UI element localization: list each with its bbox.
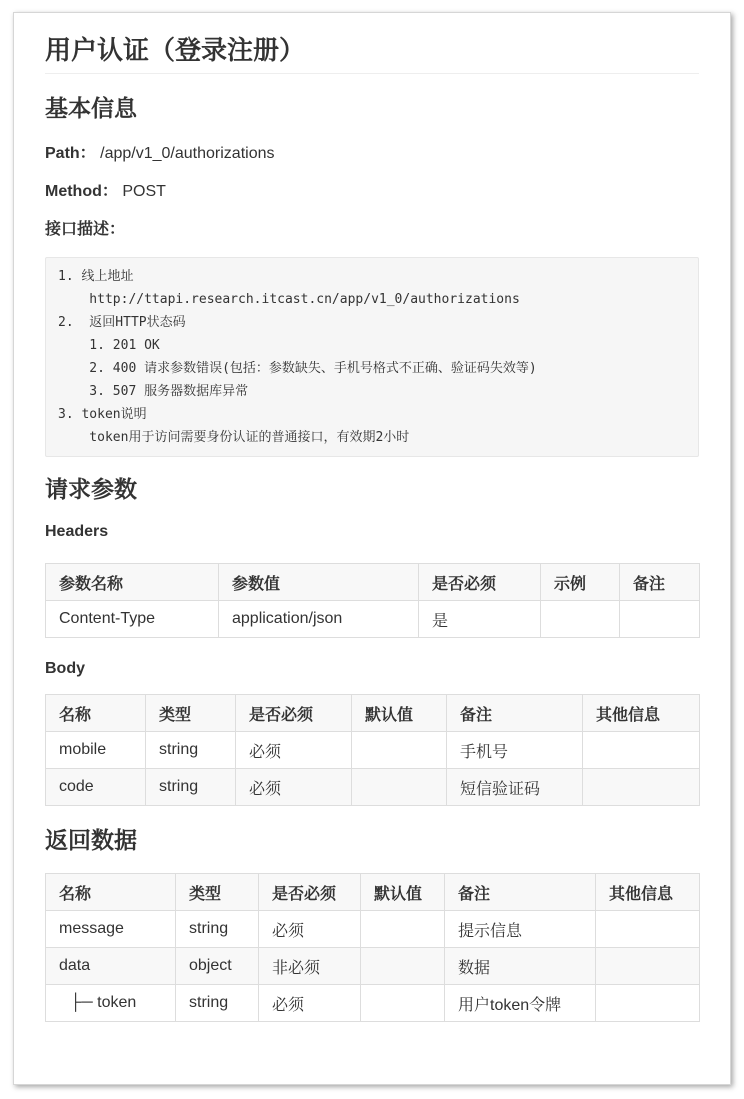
- table-cell: 必须: [236, 769, 352, 806]
- table-cell: 短信验证码: [447, 769, 583, 806]
- section-response-heading: 返回数据: [45, 827, 137, 853]
- table-cell: [361, 985, 445, 1022]
- table-cell: [596, 911, 700, 948]
- path-label: Path：: [45, 145, 96, 162]
- column-header: 类型: [146, 695, 236, 732]
- column-header: 是否必须: [236, 695, 352, 732]
- column-header: 备注: [620, 564, 700, 601]
- table-cell: [541, 601, 620, 638]
- table-cell: [361, 911, 445, 948]
- document-page: [13, 12, 731, 1085]
- code-line: 1. 201 OK: [58, 338, 160, 353]
- code-line: token用于访问需要身份认证的普通接口，有效期2小时: [58, 430, 410, 445]
- document-content: [45, 31, 699, 1022]
- body-table: [45, 694, 700, 806]
- table-row: [46, 769, 700, 806]
- headers-table: [45, 563, 700, 638]
- section-request-heading: 请求参数: [45, 476, 137, 502]
- code-line: 3. token说明: [58, 407, 147, 422]
- path-line: [45, 143, 699, 165]
- table-cell: [596, 948, 700, 985]
- table-header-row: [46, 695, 700, 732]
- column-header: 默认值: [361, 874, 445, 911]
- table-cell: [352, 769, 447, 806]
- code-line: 1. 线上地址: [58, 269, 134, 284]
- column-header: 是否必须: [259, 874, 361, 911]
- table-cell: string: [146, 769, 236, 806]
- column-header: 类型: [176, 874, 259, 911]
- table-row: [46, 985, 700, 1022]
- path-value: /app/v1_0/authorizations: [100, 145, 275, 162]
- table-cell: [583, 732, 700, 769]
- method-value: POST: [122, 183, 166, 200]
- column-header: 参数值: [219, 564, 419, 601]
- table-row: [46, 948, 700, 985]
- column-header: 备注: [447, 695, 583, 732]
- column-header: 其他信息: [583, 695, 700, 732]
- table-cell: 手机号: [447, 732, 583, 769]
- table-row: [46, 601, 700, 638]
- table-cell: [361, 948, 445, 985]
- page-title: 用户认证（登录注册）: [45, 31, 699, 74]
- column-header: 备注: [445, 874, 596, 911]
- table-cell: [596, 985, 700, 1022]
- headers-heading: Headers: [45, 523, 109, 540]
- method-label: Method：: [45, 183, 118, 200]
- table-cell: code: [46, 769, 146, 806]
- table-cell: message: [46, 911, 176, 948]
- code-line: 3. 507 服务器数据库异常: [58, 384, 249, 399]
- description-line: [45, 219, 699, 241]
- table-cell: [583, 769, 700, 806]
- method-line: [45, 181, 699, 203]
- table-cell: 数据: [445, 948, 596, 985]
- table-cell: 必须: [259, 911, 361, 948]
- column-header: 名称: [46, 874, 176, 911]
- column-header: 其他信息: [596, 874, 700, 911]
- table-cell: mobile: [46, 732, 146, 769]
- column-header: 示例: [541, 564, 620, 601]
- column-header: 参数名称: [46, 564, 219, 601]
- table-cell: application/json: [219, 601, 419, 638]
- table-cell: 非必须: [259, 948, 361, 985]
- response-table: [45, 873, 700, 1022]
- table-header-row: [46, 874, 700, 911]
- code-line: 2. 400 请求参数错误(包括：参数缺失、手机号格式不正确、验证码失效等): [58, 361, 537, 376]
- code-line: http://ttapi.research.itcast.cn/app/v1_0/authorizations: [58, 292, 520, 307]
- table-cell: object: [176, 948, 259, 985]
- column-header: 默认值: [352, 695, 447, 732]
- table-header-row: [46, 564, 700, 601]
- table-row: [46, 911, 700, 948]
- table-cell: data: [46, 948, 176, 985]
- table-row: [46, 732, 700, 769]
- column-header: 是否必须: [419, 564, 541, 601]
- table-cell: 必须: [236, 732, 352, 769]
- column-header: 名称: [46, 695, 146, 732]
- table-cell: 提示信息: [445, 911, 596, 948]
- table-cell: Content-Type: [46, 601, 219, 638]
- table-cell: [620, 601, 700, 638]
- description-code-block: [45, 257, 699, 457]
- section-basic-heading: 基本信息: [45, 95, 137, 121]
- table-cell: string: [176, 985, 259, 1022]
- table-cell: 用户token令牌: [445, 985, 596, 1022]
- table-cell-nested: ├─ token: [46, 985, 176, 1022]
- body-heading: Body: [45, 660, 85, 677]
- description-label: 接口描述：: [45, 221, 126, 238]
- table-cell: string: [176, 911, 259, 948]
- table-cell: 是: [419, 601, 541, 638]
- table-cell: 必须: [259, 985, 361, 1022]
- table-cell: string: [146, 732, 236, 769]
- table-cell: [352, 732, 447, 769]
- code-line: 2. 返回HTTP状态码: [58, 315, 186, 330]
